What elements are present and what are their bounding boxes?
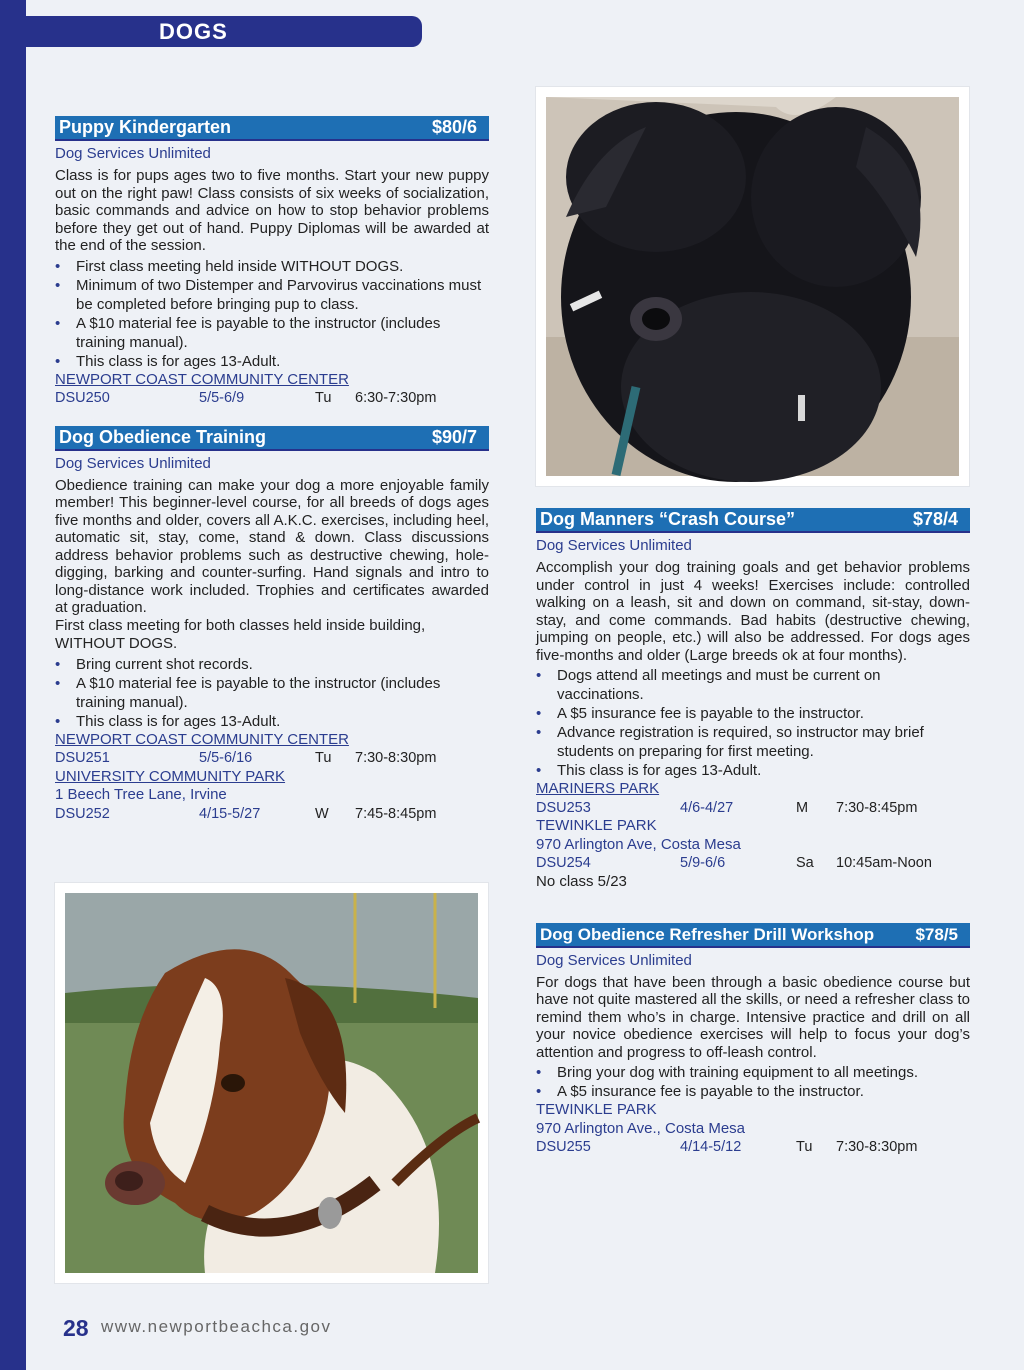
bullet-dot: •	[536, 724, 542, 741]
course-provider: Dog Services Unlimited	[536, 537, 692, 554]
bullet-dot: •	[55, 674, 61, 692]
class-code: DSU251	[55, 750, 110, 766]
class-day: Sa	[796, 855, 814, 871]
class-code: DSU255	[536, 1139, 591, 1155]
bullet-item	[536, 723, 970, 761]
course-note: No class 5/23	[536, 872, 627, 890]
bullet-text: First class meeting held inside WITHOUT DOGS.	[76, 257, 404, 275]
course-provider: Dog Services Unlimited	[536, 951, 692, 969]
bullet-text: This class is for ages 13-Adult.	[557, 762, 762, 779]
bullet-item	[55, 712, 489, 731]
class-time: 7:30-8:30pm	[836, 1139, 918, 1155]
course-bullets	[536, 1063, 970, 1101]
location-link[interactable]: NEWPORT COAST COMMUNITY CENTER	[55, 730, 349, 748]
class-dates: 4/14-5/12	[680, 1139, 742, 1155]
course-title: Dog Manners “Crash Course”	[540, 509, 796, 529]
bullet-item	[536, 1082, 970, 1101]
schedule-row	[55, 749, 489, 768]
schedule-row	[536, 799, 970, 818]
bullet-text: This class is for ages 13-Adult.	[76, 352, 281, 370]
class-code: DSU254	[536, 855, 591, 871]
course-title: Dog Obedience Refresher Drill Workshop	[540, 924, 875, 944]
class-day: Tu	[315, 390, 332, 406]
location-link[interactable]: UNIVERSITY COMMUNITY PARK	[55, 767, 286, 785]
bullet-text: Minimum of two Distemper and Parvovirus vaccinations must be completed before bringing pup to class.	[76, 276, 482, 313]
bullet-item	[536, 704, 970, 723]
bullet-text: A $5 insurance fee is payable to the instructor.	[557, 705, 864, 722]
bullet-text: A $5 insurance fee is payable to the instructor.	[557, 1083, 864, 1100]
course-header	[536, 508, 970, 533]
section-title: DOGS	[26, 16, 422, 47]
bullet-item	[536, 1063, 970, 1082]
bullet-dot: •	[55, 655, 61, 673]
bullet-dot: •	[55, 314, 61, 332]
schedule-row	[536, 1138, 970, 1157]
bullet-dot: •	[536, 667, 542, 684]
bullet-text: Advance registration is required, so instructor may brief students on preparing for first meeting.	[557, 724, 924, 760]
course-title: Dog Obedience Training	[59, 426, 267, 447]
location-name: TEWINKLE PARK	[536, 1101, 657, 1118]
location-address: 970 Arlington Ave., Costa Mesa	[536, 1119, 746, 1137]
class-dates: 4/6-4/27	[680, 799, 734, 816]
class-time: 6:30-7:30pm	[355, 390, 437, 406]
class-dates: 5/9-6/6	[680, 855, 726, 871]
bullet-item	[55, 655, 489, 674]
course-dog-obedience-refresher	[536, 923, 970, 1157]
bullet-dot: •	[55, 257, 61, 275]
class-code: DSU250	[55, 390, 110, 406]
brown-white-dog-illustration	[55, 883, 488, 1283]
class-day: Tu	[796, 1139, 813, 1155]
class-dates: 5/5-6/16	[199, 750, 253, 766]
class-day: W	[315, 805, 329, 822]
course-provider: Dog Services Unlimited	[55, 454, 211, 472]
bullet-item	[536, 666, 970, 704]
left-column	[55, 116, 489, 837]
class-dates: 4/15-5/27	[199, 805, 261, 822]
bullet-dot: •	[55, 276, 61, 294]
bullet-text: A $10 material fee is payable to the instructor (includes training manual).	[76, 674, 441, 711]
course-bullets	[55, 655, 489, 731]
course-header	[55, 116, 489, 141]
class-code: DSU253	[536, 799, 591, 816]
course-price: $78/5	[915, 924, 958, 944]
bullet-text: Dogs attend all meetings and must be current on vaccinations.	[557, 667, 881, 703]
schedule-row	[55, 389, 489, 408]
class-time: 7:30-8:30pm	[355, 750, 437, 766]
black-dog-illustration	[536, 87, 969, 486]
course-puppy-kindergarten	[55, 116, 489, 408]
course-price: $80/6	[431, 117, 477, 137]
location-address: 970 Arlington Ave, Costa Mesa	[536, 835, 741, 853]
class-time: 10:45am-Noon	[836, 855, 932, 871]
course-note: First class meeting for both classes held inside building, WITHOUT DOGS.	[55, 616, 426, 652]
photo-brown-white-dog	[55, 883, 488, 1283]
bullet-item	[55, 674, 489, 712]
bullet-dot: •	[55, 352, 61, 370]
bullet-dot: •	[536, 762, 542, 779]
bullet-dot: •	[536, 1083, 542, 1100]
class-code: DSU252	[55, 805, 110, 822]
bullet-item	[536, 761, 970, 780]
course-header	[55, 426, 489, 451]
bullet-item	[55, 352, 489, 371]
bullet-text: Bring current shot records.	[76, 655, 253, 673]
location-link[interactable]: MARINERS PARK	[536, 780, 660, 797]
bullet-item	[55, 276, 489, 314]
course-description: Class is for pups ages two to five months. Start your new puppy out on the right paw! Class consists of six weeks of socialization, basic commands and advice on how to stop behavior problems before they get out of hand. Puppy Diplomas will be awarded at the end of the session.	[55, 167, 489, 254]
website-url[interactable]: www.newportbeachca.gov	[101, 1317, 332, 1336]
course-price: $78/4	[912, 509, 958, 529]
bullet-dot: •	[55, 712, 61, 730]
bullet-item	[55, 314, 489, 352]
location-name: TEWINKLE PARK	[536, 817, 657, 834]
course-dog-obedience-training	[55, 426, 489, 824]
page-side-bar	[0, 0, 26, 1370]
schedule-row	[536, 854, 970, 873]
class-time: 7:45-8:45pm	[355, 805, 437, 822]
course-title: Puppy Kindergarten	[59, 117, 232, 137]
right-column	[536, 508, 970, 1171]
course-description: Obedience training can make your dog a more enjoyable family member! This beginner-level course, for all breeds of dogs ages five months and older, covers all A.K.C. exercises, including heel, automatic sit, stay, come, stand & down. Class discussions address behavior problems such as destructive chewing, hole-digging, barking and counter-surfing. Hand signals and intro to long-distance work included. Trophies and certificates awarded at graduation.	[55, 476, 489, 616]
class-time: 7:30-8:45pm	[836, 799, 918, 816]
class-dates: 5/5-6/9	[199, 390, 245, 406]
bullet-text: This class is for ages 13-Adult.	[76, 712, 281, 730]
schedule-row	[55, 805, 489, 824]
class-day: M	[796, 799, 809, 816]
bullet-dot: •	[536, 705, 542, 722]
course-description: Accomplish your dog training goals and get behavior problems under control in just 4 weeks! Exercises include: controlled walking on a leash, sit and down on command, sit-stay, down-stay, and come commands. Bad habits (destructive chewing, jumping on people, etc.) will also be addressed. For dogs ages five-months and older (Large breeds ok at four months).	[536, 559, 970, 664]
page-number: 28	[63, 1315, 89, 1341]
bullet-text: Bring your dog with training equipment to all meetings.	[557, 1064, 919, 1081]
course-description: For dogs that have been through a basic obedience course but have not quite mastered all the skills, or need a refresher class to remind them who’s in charge. Intensive practice and drill on all your novice obedience exercises will help to focus your dog’s attention and progress to off-leash control.	[536, 973, 970, 1061]
course-header	[536, 923, 970, 948]
photo-black-dog	[536, 87, 969, 486]
location-link[interactable]: NEWPORT COAST COMMUNITY CENTER	[55, 370, 349, 388]
course-provider: Dog Services Unlimited	[55, 145, 211, 162]
course-dog-manners	[536, 508, 970, 891]
location-address: 1 Beech Tree Lane, Irvine	[55, 786, 227, 803]
course-bullets	[536, 666, 970, 780]
bullet-dot: •	[536, 1064, 542, 1081]
bullet-item	[55, 257, 489, 276]
course-bullets	[55, 257, 489, 371]
bullet-text: A $10 material fee is payable to the instructor (includes training manual).	[76, 314, 441, 351]
course-price: $90/7	[431, 426, 477, 447]
class-day: Tu	[315, 750, 332, 766]
